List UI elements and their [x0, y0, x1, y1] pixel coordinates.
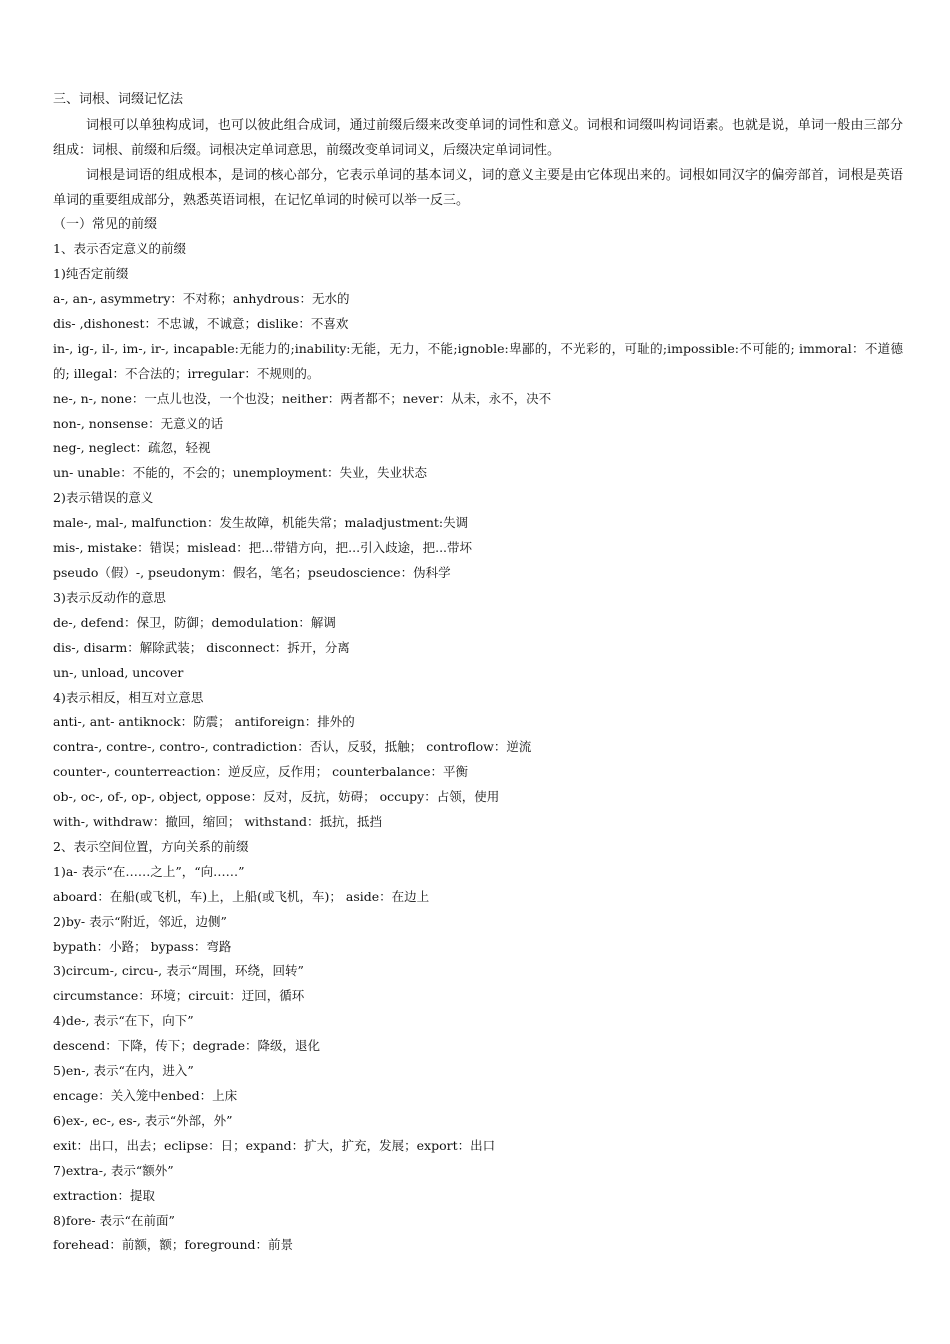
prefix-entry: anti-, ant- antiknock：防震； antiforeign：排外的 — [53, 714, 355, 730]
prefix-entry: non-, nonsense：无意义的话 — [53, 415, 224, 431]
prefix-entry: dis- ,dishonest：不忠诚，不诚意；dislike：不喜欢 — [53, 315, 349, 331]
subsection-title: （一）常见的前缀 — [53, 216, 158, 232]
prefix-entry: circumstance：环境；circuit：迂回，循环 — [53, 988, 305, 1004]
prefix-entry: mis-, mistake：错误；mislead：把...带错方向，把...引入歧途，把...带坏 — [53, 540, 473, 556]
prefix-entry: exit：出口，出去；eclipse：日；expand：扩大，扩充，发展；export：出口 — [53, 1137, 496, 1153]
subcategory-heading: 4)de-, 表示“在下，向下” — [53, 1013, 194, 1029]
prefix-entry: ne-, n-, none：一点儿也没，一个也没；neither：两者都不；never：从未，永不，决不 — [53, 390, 552, 406]
prefix-entry: de-, defend：保卫，防御；demodulation：解调 — [53, 614, 336, 630]
prefix-entry: in-, ig-, il-, im-, ir-, incapable:无能力的;inability:无能，无力，不能;ignoble:卑鄙的，不光彩的，可耻的;impossible:不可能的; immoral：不道德的; illegal：不合法的；irregular：不规则的。 — [53, 340, 903, 381]
prefix-entry: un-, unload, uncover — [53, 664, 184, 680]
prefix-entry: descend：下降，传下；degrade：降级，退化 — [53, 1038, 320, 1054]
prefix-entry: male-, mal-, malfunction：发生故障，机能失常；maladjustment:失调 — [53, 515, 469, 531]
subcategory-heading: 7)extra-, 表示“额外” — [53, 1162, 174, 1178]
prefix-entry: counter-, counterreaction：逆反应，反作用； counterbalance：平衡 — [53, 764, 468, 780]
prefix-entry: dis-, disarm：解除武装； disconnect：拆开，分离 — [53, 639, 350, 655]
prefix-entry: contra-, contre-, contro-, contradiction：否认，反驳，抵触； controflow：逆流 — [53, 739, 532, 755]
prefix-entry: extraction：提取 — [53, 1187, 155, 1203]
prefix-entry: neg-, neglect：疏忽，轻视 — [53, 440, 211, 456]
subcategory-heading: 3)表示反动作的意思 — [53, 589, 166, 605]
prefix-entry: a-, an-, asymmetry：不对称；anhydrous：无水的 — [53, 291, 350, 306]
subcategory-heading: 2)表示错误的意义 — [53, 490, 154, 506]
intro-paragraph: 词根可以单独构成词，也可以彼此组合成词，通过前缀后缀来改变单词的词性和意义。词根和词缀叫构词语素。也就是说，单词一般由三部分组成：词根、前缀和后缀。词根决定单词意思，前缀改变单词词义，后缀决定单词词性。 — [53, 117, 903, 158]
category-heading: 2、表示空间位置，方向关系的前缀 — [53, 838, 249, 854]
prefix-entry: ob-, oc-, of-, op-, object, oppose：反对，反抗，妨碍； occupy：占领，使用 — [53, 789, 500, 805]
subcategory-heading: 1)a- 表示“在……之上”，“向……” — [53, 863, 245, 879]
document-page — [53, 88, 903, 1258]
prefix-entry: aboard：在船(或飞机，车)上，上船(或飞机，车)； aside：在边上 — [53, 888, 430, 904]
prefix-entry: bypath：小路； bypass：弯路 — [53, 938, 232, 954]
subcategory-heading: 2)by- 表示“附近，邻近，边侧” — [53, 913, 227, 929]
subcategory-heading: 1)纯否定前缀 — [53, 266, 129, 282]
prefix-entry: forehead：前额，额；foreground：前景 — [53, 1237, 294, 1253]
subcategory-heading: 6)ex-, ec-, es-, 表示“外部，外” — [53, 1112, 233, 1128]
prefix-entry: encage：关入笼中enbed：上床 — [53, 1088, 238, 1103]
intro-paragraph: 词根是词语的组成根本，是词的核心部分，它表示单词的基本词义，词的意义主要是由它体现出来的。词根如同汉字的偏旁部首，词根是英语单词的重要组成部分，熟悉英语词根，在记忆单词的时候可以举一反三。 — [53, 167, 903, 208]
subcategory-heading: 8)fore- 表示“在前面” — [53, 1212, 175, 1228]
section-title: 三、词根、词缀记忆法 — [53, 92, 184, 107]
prefix-entry: un- unable：不能的，不会的；unemployment：失业，失业状态 — [53, 465, 428, 481]
subcategory-heading: 4)表示相反，相互对立意思 — [53, 689, 204, 705]
prefix-entry: pseudo（假）-, pseudonym：假名，笔名；pseudoscience：伪科学 — [53, 564, 451, 580]
subcategory-heading: 3)circum-, circu-, 表示“周围，环绕，回转” — [53, 963, 304, 979]
category-heading: 1、表示否定意义的前缀 — [53, 241, 186, 257]
subcategory-heading: 5)en-, 表示“在内，进入” — [53, 1063, 194, 1079]
prefix-entry: with-, withdraw：撤回，缩回； withstand：抵抗，抵挡 — [53, 814, 383, 830]
